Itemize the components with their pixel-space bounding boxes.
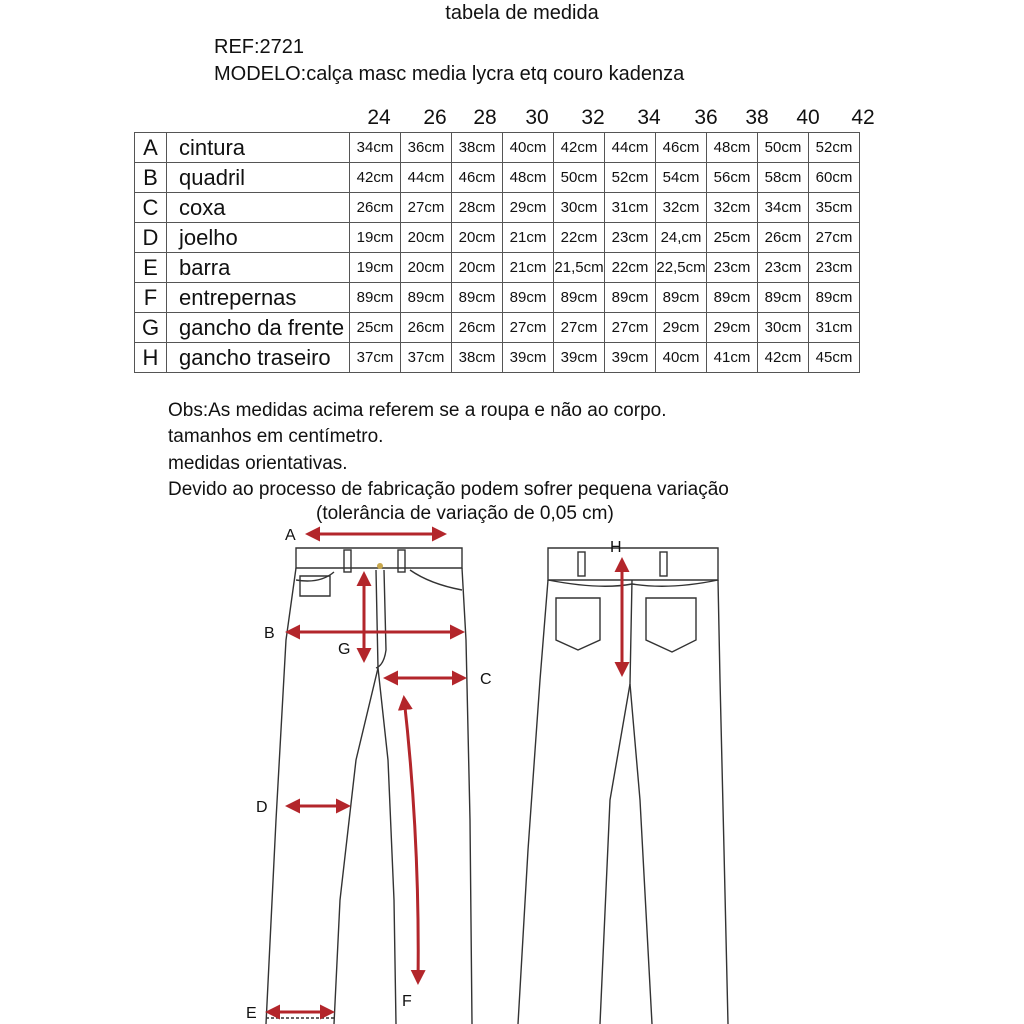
row-letter: E xyxy=(135,253,167,283)
measure-value: 20cm xyxy=(401,253,452,283)
measure-value: 21,5cm xyxy=(554,253,605,283)
measure-value: 20cm xyxy=(401,223,452,253)
measure-value: 39cm xyxy=(503,343,554,373)
back-yoke-right xyxy=(632,580,718,586)
measure-value: 31cm xyxy=(605,193,656,223)
measure-value: 30cm xyxy=(554,193,605,223)
measure-name: cintura xyxy=(167,133,350,163)
measure-value: 22cm xyxy=(554,223,605,253)
measure-value: 26cm xyxy=(452,313,503,343)
label-f: F xyxy=(402,993,412,1010)
measure-value: 24,cm xyxy=(656,223,707,253)
left-inseam xyxy=(334,570,378,1024)
measure-name: entrepernas xyxy=(167,283,350,313)
measure-value: 38cm xyxy=(452,133,503,163)
measure-value: 28cm xyxy=(452,193,503,223)
back-right-inseam xyxy=(630,684,652,1024)
measure-value: 89cm xyxy=(401,283,452,313)
back-waistband-shape xyxy=(548,548,718,580)
note-line: Devido ao processo de fabricação podem sofrer pequena variação xyxy=(168,479,729,500)
measure-value: 27cm xyxy=(809,223,860,253)
belt-loop xyxy=(660,552,667,576)
arrow-f xyxy=(404,698,418,982)
measure-value: 37cm xyxy=(401,343,452,373)
measure-value: 54cm xyxy=(656,163,707,193)
measure-value: 34cm xyxy=(758,193,809,223)
measure-value: 60cm xyxy=(809,163,860,193)
measure-name: gancho da frente xyxy=(167,313,350,343)
size-header: 28 xyxy=(473,106,497,129)
measure-value: 23cm xyxy=(605,223,656,253)
measure-value: 89cm xyxy=(503,283,554,313)
note-line: medidas orientativas. xyxy=(168,453,348,474)
reference-code: REF:2721 xyxy=(214,36,305,58)
measure-value: 27cm xyxy=(503,313,554,343)
page-title: tabela de medida xyxy=(445,2,599,24)
measure-value: 41cm xyxy=(707,343,758,373)
measure-value: 42cm xyxy=(758,343,809,373)
measure-value: 89cm xyxy=(656,283,707,313)
measure-value: 25cm xyxy=(350,313,401,343)
measure-value: 44cm xyxy=(401,163,452,193)
measure-value: 20cm xyxy=(452,253,503,283)
measure-value: 35cm xyxy=(809,193,860,223)
label-d: D xyxy=(256,799,268,816)
back-pocket-left xyxy=(556,598,600,650)
row-letter: C xyxy=(135,193,167,223)
measure-value: 23cm xyxy=(758,253,809,283)
note-line: tamanhos em centímetro. xyxy=(168,426,384,447)
measure-value: 89cm xyxy=(809,283,860,313)
right-inseam xyxy=(378,668,396,1024)
measure-value: 25cm xyxy=(707,223,758,253)
measure-value: 32cm xyxy=(656,193,707,223)
note-line: Obs:As medidas acima referem se a roupa e não ao corpo. xyxy=(168,400,667,421)
measure-value: 22,5cm xyxy=(656,253,707,283)
measure-value: 39cm xyxy=(554,343,605,373)
measure-value: 27cm xyxy=(554,313,605,343)
measure-name: gancho traseiro xyxy=(167,343,350,373)
label-h: H xyxy=(610,539,622,556)
measure-value: 32cm xyxy=(707,193,758,223)
jeans-front-drawing xyxy=(266,548,472,1024)
measure-value: 40cm xyxy=(503,133,554,163)
measure-value: 23cm xyxy=(707,253,758,283)
measure-value: 89cm xyxy=(605,283,656,313)
measure-value: 38cm xyxy=(452,343,503,373)
measure-value: 36cm xyxy=(401,133,452,163)
belt-loop xyxy=(578,552,585,576)
label-e: E xyxy=(246,1005,257,1022)
measure-value: 19cm xyxy=(350,223,401,253)
label-a: A xyxy=(285,527,296,544)
measure-value: 29cm xyxy=(503,193,554,223)
measure-value: 58cm xyxy=(758,163,809,193)
measure-value: 26cm xyxy=(350,193,401,223)
measure-value: 27cm xyxy=(605,313,656,343)
measure-value: 22cm xyxy=(605,253,656,283)
measure-value: 89cm xyxy=(452,283,503,313)
measure-value: 40cm xyxy=(656,343,707,373)
row-letter: A xyxy=(135,133,167,163)
size-header: 36 xyxy=(694,106,718,129)
measure-value: 26cm xyxy=(401,313,452,343)
measure-value: 46cm xyxy=(656,133,707,163)
row-letter: H xyxy=(135,343,167,373)
back-right-outseam xyxy=(718,580,728,1024)
measure-value: 34cm xyxy=(350,133,401,163)
size-header: 24 xyxy=(367,106,391,129)
measure-value: 21cm xyxy=(503,253,554,283)
measure-value: 89cm xyxy=(554,283,605,313)
size-header: 34 xyxy=(637,106,661,129)
measure-value: 39cm xyxy=(605,343,656,373)
measure-value: 48cm xyxy=(503,163,554,193)
measure-value: 23cm xyxy=(809,253,860,283)
button-icon xyxy=(377,563,383,569)
row-letter: G xyxy=(135,313,167,343)
size-header: 32 xyxy=(581,106,605,129)
front-pocket-right xyxy=(410,570,462,590)
measure-value: 50cm xyxy=(758,133,809,163)
measure-value: 42cm xyxy=(350,163,401,193)
measure-value: 31cm xyxy=(809,313,860,343)
measure-value: 20cm xyxy=(452,223,503,253)
measure-value: 27cm xyxy=(401,193,452,223)
measure-value: 30cm xyxy=(758,313,809,343)
measure-value: 89cm xyxy=(350,283,401,313)
back-left-outseam xyxy=(518,580,548,1024)
coin-pocket xyxy=(300,576,330,596)
measure-value: 52cm xyxy=(809,133,860,163)
measure-value: 26cm xyxy=(758,223,809,253)
size-header: 30 xyxy=(525,106,549,129)
back-yoke-left xyxy=(548,580,632,586)
measure-value: 46cm xyxy=(452,163,503,193)
label-b: B xyxy=(264,625,275,642)
measure-value: 89cm xyxy=(707,283,758,313)
measure-value: 37cm xyxy=(350,343,401,373)
measure-value: 44cm xyxy=(605,133,656,163)
size-header: 42 xyxy=(851,106,875,129)
size-header: 38 xyxy=(745,106,769,129)
measure-value: 21cm xyxy=(503,223,554,253)
measure-value: 42cm xyxy=(554,133,605,163)
back-pocket-right xyxy=(646,598,696,652)
size-header: 26 xyxy=(423,106,447,129)
tolerance-note: (tolerância de variação de 0,05 cm) xyxy=(316,503,614,524)
measure-value: 56cm xyxy=(707,163,758,193)
row-letter: D xyxy=(135,223,167,253)
measure-value: 29cm xyxy=(707,313,758,343)
measure-value: 29cm xyxy=(656,313,707,343)
measure-name: coxa xyxy=(167,193,350,223)
measure-value: 50cm xyxy=(554,163,605,193)
measure-value: 48cm xyxy=(707,133,758,163)
measure-value: 89cm xyxy=(758,283,809,313)
row-letter: B xyxy=(135,163,167,193)
measure-value: 19cm xyxy=(350,253,401,283)
label-c: C xyxy=(480,671,492,688)
label-g: G xyxy=(338,641,351,658)
measure-name: joelho xyxy=(167,223,350,253)
right-outseam xyxy=(462,568,472,1024)
back-left-inseam xyxy=(600,580,632,1024)
measure-name: quadril xyxy=(167,163,350,193)
size-header: 40 xyxy=(796,106,820,129)
row-letter: F xyxy=(135,283,167,313)
model-description: MODELO:calça masc media lycra etq couro kadenza xyxy=(214,63,685,85)
measure-name: barra xyxy=(167,253,350,283)
measure-value: 52cm xyxy=(605,163,656,193)
measure-value: 45cm xyxy=(809,343,860,373)
